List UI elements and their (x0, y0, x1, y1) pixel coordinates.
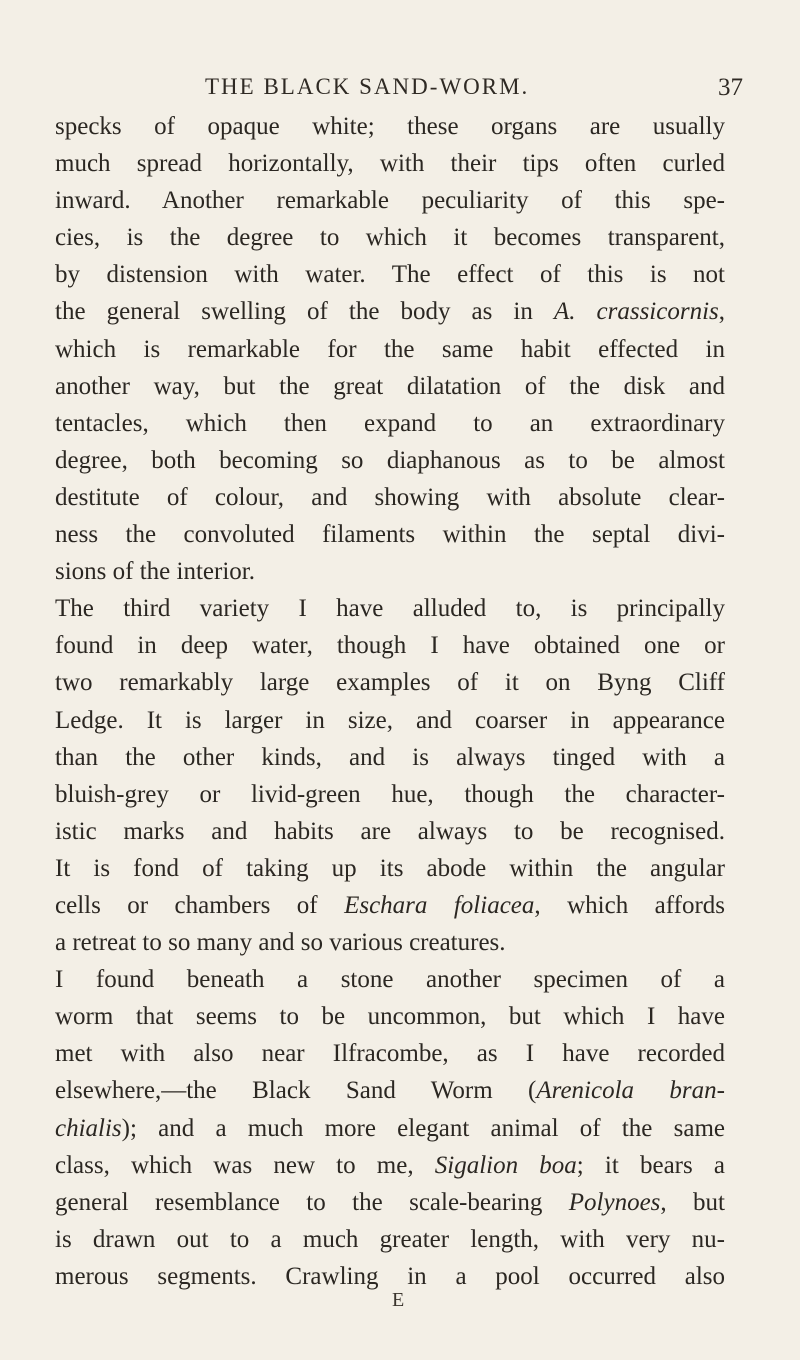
text-run: ness the convoluted filaments within the septal divi- (55, 521, 725, 549)
text-run: It is fond of taking up its abode within the angular (55, 854, 725, 882)
text-run: ); and a much more elegant animal of the same (121, 1114, 725, 1142)
italic-text: Polynoes (568, 1188, 661, 1216)
text-run: I found beneath a stone another specimen of a (55, 966, 725, 994)
text-run: by distension with water. The effect of this is not (55, 261, 725, 289)
text-run: met with also near Ilfracombe, as I have recorded (55, 1040, 725, 1068)
text-line (55, 1035, 725, 1072)
text-line (55, 1221, 725, 1258)
running-title: THE BLACK SAND-WORM. (205, 74, 530, 99)
text-run: worm that seems to be uncommon, but which I have (55, 1003, 725, 1031)
text-run: a retreat to so many and so various creatures. (55, 929, 506, 957)
text-run: is drawn out to a much greater length, with very nu- (55, 1225, 725, 1253)
text-line (55, 479, 725, 516)
text-line (55, 702, 725, 739)
italic-text: Arenicola bran- (536, 1077, 725, 1105)
text-line (55, 442, 725, 479)
text-run: two remarkably large examples of it on Byng Cliff (55, 669, 725, 697)
text-run: , which affords (534, 891, 725, 919)
body-text (55, 108, 725, 1295)
italic-text: Eschara foliacea (344, 891, 535, 919)
text-line (55, 627, 725, 664)
text-line (55, 813, 725, 850)
text-run: the general swelling of the body as in (55, 298, 554, 326)
text-run: istic marks and habits are always to be recognised. (55, 817, 725, 845)
text-line (55, 850, 725, 887)
text-run: ; it bears a (576, 1151, 725, 1179)
text-line (55, 1147, 725, 1184)
text-run: merous segments. Crawling in a pool occurred also (55, 1262, 725, 1290)
italic-text: chialis (55, 1114, 122, 1142)
text-line (55, 368, 725, 405)
text-run: tentacles, which then expand to an extraordinary (55, 409, 725, 437)
text-line (55, 293, 725, 330)
text-line (55, 776, 725, 813)
text-run: Ledge. It is larger in size, and coarser in appearance (55, 706, 725, 734)
text-run: , but (660, 1188, 725, 1216)
text-run: degree, both becoming so diaphanous as to be almost (55, 446, 725, 474)
text-run: elsewhere,—the Black Sand Worm ( (55, 1077, 537, 1105)
italic-text: A. crassicornis (553, 298, 719, 326)
text-line (55, 108, 725, 145)
text-line (55, 1184, 725, 1221)
text-line (55, 1072, 725, 1109)
text-line (55, 331, 725, 368)
text-run: another way, but the great dilatation of the disk and (55, 372, 725, 400)
text-line (55, 887, 725, 924)
text-line (55, 256, 725, 293)
text-run: inward. Another remarkable peculiarity of this spe- (55, 187, 725, 215)
text-run: cells or chambers of (55, 891, 345, 919)
text-run: cies, is the degree to which it becomes transparent, (55, 224, 725, 252)
text-run: , (718, 298, 725, 326)
text-line (55, 1110, 725, 1147)
text-line (55, 590, 725, 627)
text-line (55, 516, 725, 553)
text-line (55, 219, 725, 256)
text-run: specks of opaque white; these organs are usually (55, 113, 725, 140)
text-line (55, 924, 725, 961)
signature-mark: E (392, 1289, 405, 1311)
text-run: than the other kinds, and is always tinged with a (55, 743, 725, 771)
text-line (55, 182, 725, 219)
running-head (0, 74, 800, 110)
text-line (55, 405, 725, 442)
text-run: found in deep water, though I have obtained one or (55, 632, 725, 660)
text-run: general resemblance to the scale-bearing (55, 1188, 569, 1216)
text-run: destitute of colour, and showing with absolute clear- (55, 483, 725, 511)
text-run: bluish-grey or livid-green hue, though the character- (55, 780, 725, 808)
text-line (55, 1258, 725, 1295)
text-run: which is remarkable for the same habit effected in (55, 335, 725, 363)
italic-text: Sigalion boa (434, 1151, 577, 1179)
text-line (55, 145, 725, 182)
page-number: 37 (718, 74, 743, 101)
text-run: class, which was new to me, (55, 1151, 435, 1179)
text-run: sions of the interior. (55, 558, 255, 586)
text-line (55, 998, 725, 1035)
text-run: The third variety I have alluded to, is principally (55, 595, 725, 623)
text-line (55, 553, 725, 590)
text-line (55, 961, 725, 998)
text-line (55, 739, 725, 776)
text-line (55, 664, 725, 701)
text-run: much spread horizontally, with their tips often curled (55, 150, 725, 178)
